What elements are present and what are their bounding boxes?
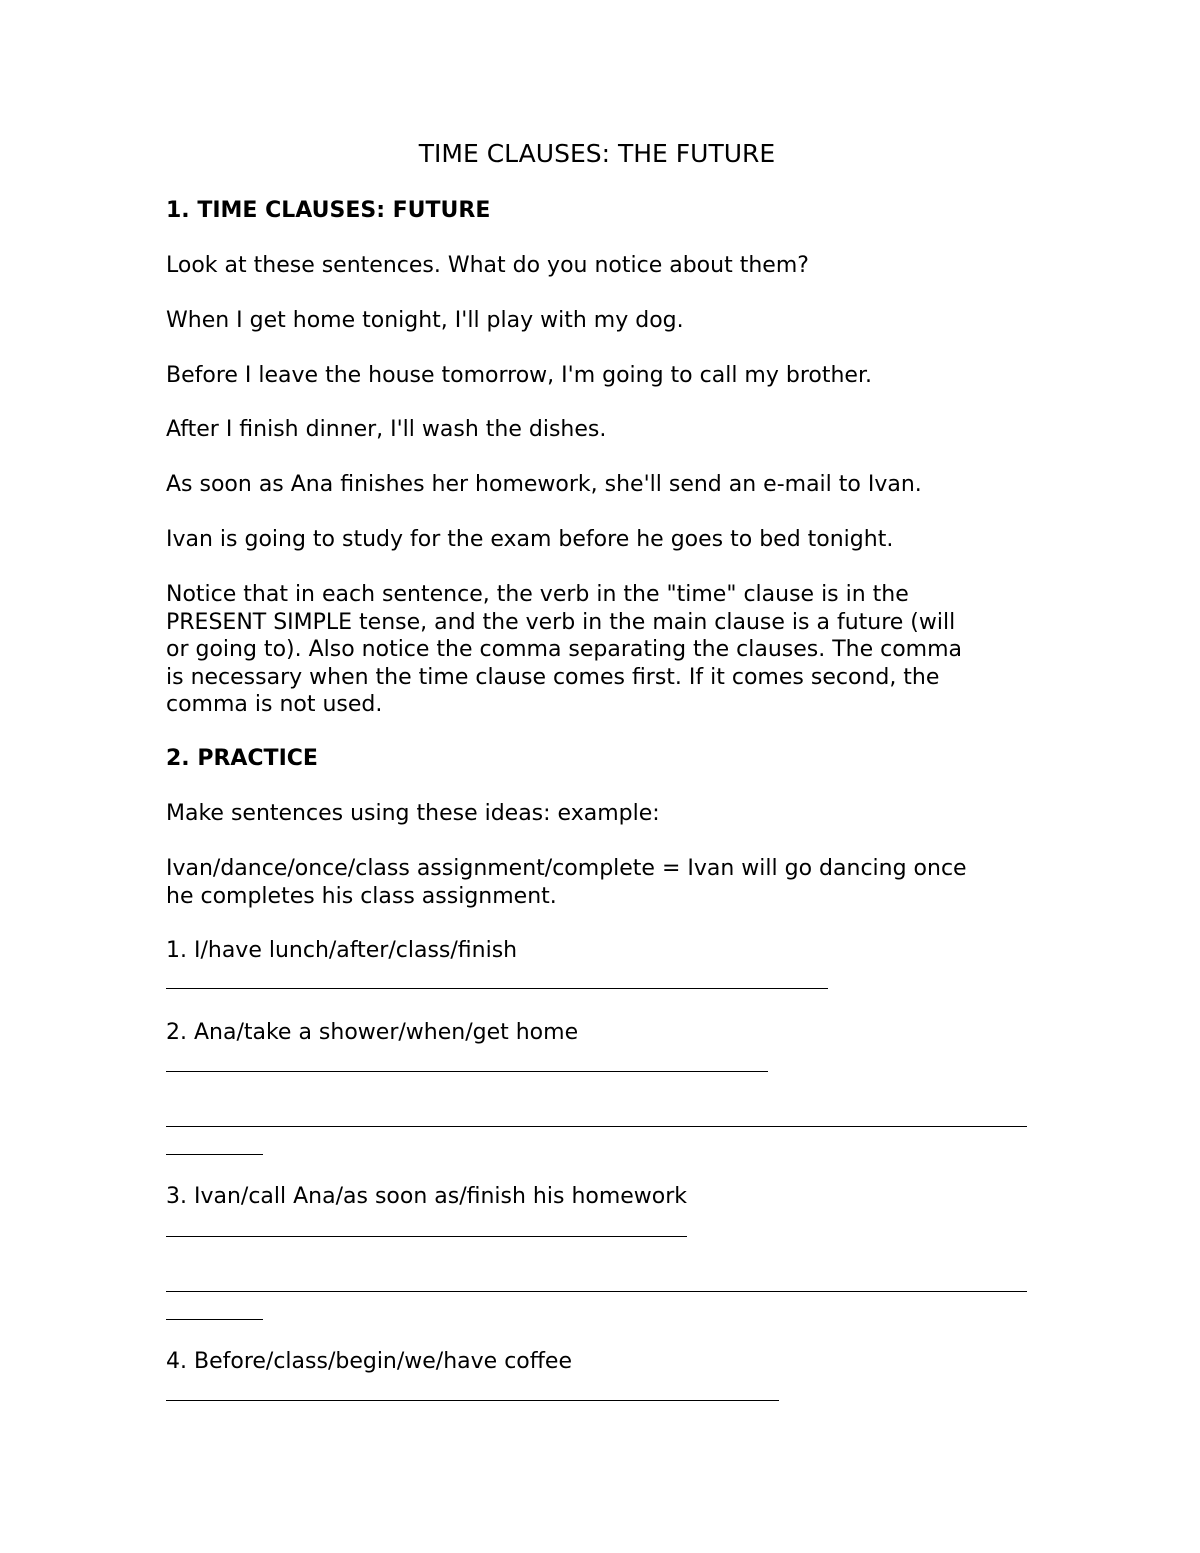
example-sentence-1: When I get home tonight, I'll play with my dog. bbox=[166, 308, 684, 333]
answer-line[interactable] bbox=[166, 1400, 779, 1401]
notice-line-5: comma is not used. bbox=[166, 692, 383, 717]
answer-line[interactable] bbox=[166, 1154, 263, 1155]
notice-paragraph bbox=[166, 581, 962, 719]
practice-prompt-3: 3. Ivan/call Ana/as soon as/finish his homework bbox=[166, 1184, 688, 1209]
answer-line[interactable] bbox=[166, 1319, 263, 1320]
practice-prompt-2: 2. Ana/take a shower/when/get home bbox=[166, 1020, 579, 1045]
answer-line[interactable] bbox=[166, 1291, 1027, 1292]
answer-line[interactable] bbox=[166, 988, 828, 989]
example-sentence-2: Before I leave the house tomorrow, I'm going to call my brother. bbox=[166, 363, 872, 388]
practice-prompt-4: 4. Before/class/begin/we/have coffee bbox=[166, 1349, 572, 1374]
practice-example-line-1: Ivan/dance/once/class assignment/complete = Ivan will go dancing once bbox=[166, 856, 967, 881]
section-1-intro: Look at these sentences. What do you notice about them? bbox=[166, 253, 809, 278]
notice-line-3: or going to). Also notice the comma separating the clauses. The comma bbox=[166, 637, 963, 662]
notice-line-4: is necessary when the time clause comes first. If it comes second, the bbox=[166, 664, 940, 690]
example-sentence-4: As soon as Ana finishes her homework, she'll send an e-mail to Ivan. bbox=[166, 472, 922, 497]
section-1-heading: 1. TIME CLAUSES: FUTURE bbox=[166, 198, 491, 223]
notice-line-2: PRESENT SIMPLE tense, and the verb in the main clause is a future (will bbox=[166, 609, 956, 635]
answer-line[interactable] bbox=[166, 1071, 768, 1072]
practice-example bbox=[166, 855, 967, 910]
section-2-heading: 2. PRACTICE bbox=[166, 746, 318, 771]
answer-line[interactable] bbox=[166, 1126, 1027, 1127]
page-title: TIME CLAUSES: THE FUTURE bbox=[418, 139, 776, 168]
practice-instruction: Make sentences using these ideas: example: bbox=[166, 801, 660, 826]
notice-line-1: Notice that in each sentence, the verb in the "time" clause is in the bbox=[166, 582, 909, 607]
example-sentence-5: Ivan is going to study for the exam before he goes to bed tonight. bbox=[166, 527, 894, 552]
example-sentence-3: After I finish dinner, I'll wash the dishes. bbox=[166, 417, 607, 442]
practice-example-line-2: he completes his class assignment. bbox=[166, 883, 557, 909]
answer-line[interactable] bbox=[166, 1236, 687, 1237]
practice-prompt-1: 1. I/have lunch/after/class/finish bbox=[166, 938, 518, 963]
